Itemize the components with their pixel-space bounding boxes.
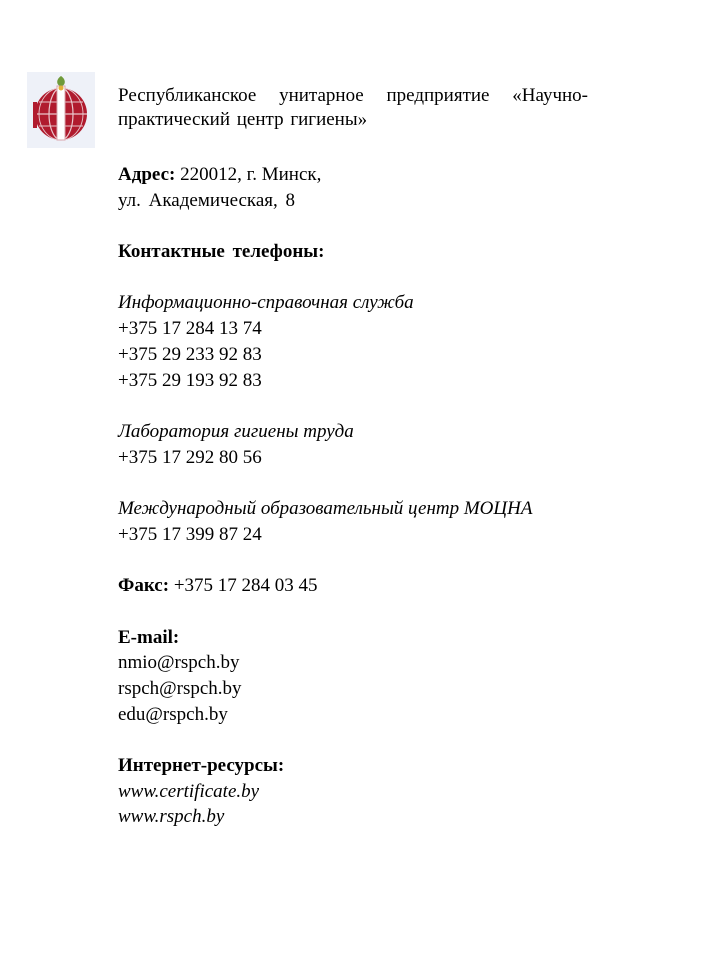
- phones-heading: Контактные телефоны:: [118, 241, 325, 263]
- phone-number: +375 29 233 92 83: [118, 343, 262, 365]
- phone-number: +375 29 193 92 83: [118, 369, 262, 391]
- phone-group-name: Международный образовательный центр МОЦНА: [118, 498, 533, 520]
- address-line-2: ул. Академическая, 8: [118, 189, 296, 211]
- phone-number: +375 17 292 80 56: [118, 446, 262, 468]
- phone-number: +375 17 399 87 24: [118, 523, 262, 545]
- email-address[interactable]: edu@rspch.by: [118, 703, 228, 725]
- email-address[interactable]: rspch@rspch.by: [118, 677, 242, 699]
- phone-group-name: Информационно-справочная служба: [118, 292, 414, 314]
- fax-label: Факс:: [118, 575, 170, 597]
- phone-number: +375 17 284 13 74: [118, 318, 262, 340]
- email-address[interactable]: nmio@rspch.by: [118, 652, 240, 674]
- address-label: Адрес:: [118, 164, 176, 185]
- website-link[interactable]: www.rspch.by: [118, 806, 225, 828]
- address-line-1: [118, 162, 678, 188]
- fax-number: +375 17 284 03 45: [173, 575, 318, 597]
- fax-line: [118, 573, 678, 599]
- internet-resources-label: Интернет-ресурсы:: [118, 755, 285, 777]
- website-link[interactable]: www.certificate.by: [118, 780, 260, 802]
- phone-group-name: Лаборатория гигиены труда: [118, 420, 354, 442]
- institute-globe-emblem-icon: [27, 72, 95, 148]
- email-label: E-mail:: [118, 626, 180, 648]
- organization-name: Республиканское унитарное предприятие «Научно-практический центр гигиены»: [118, 85, 588, 130]
- address-value-1: 220012, г. Минск,: [180, 164, 322, 185]
- contact-details: [118, 162, 678, 830]
